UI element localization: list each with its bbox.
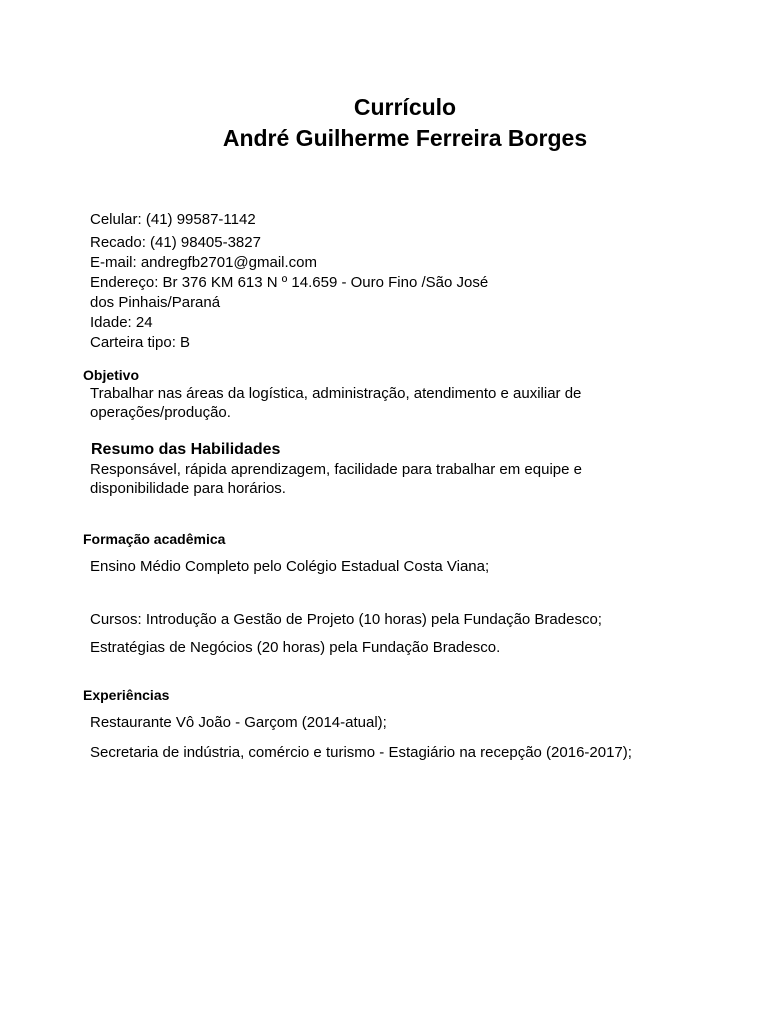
education-highschool: Ensino Médio Completo pelo Colégio Estadual Costa Viana;	[90, 558, 490, 575]
license-line: Carteira tipo: B	[90, 334, 191, 351]
course-item-1: Cursos: Introdução a Gestão de Projeto (10 horas) pela Fundação Bradesco;	[90, 611, 602, 628]
skills-heading: Resumo das Habilidades	[91, 441, 281, 458]
candidate-name: André Guilherme Ferreira Borges	[222, 125, 588, 151]
address-line-1: Endereço: Br 376 KM 613 N º 14.659 - Ouro Fino /São José	[90, 274, 489, 291]
objective-line-1: Trabalhar nas áreas da logística, administração, atendimento e auxiliar de	[90, 385, 582, 402]
address-line-2: dos Pinhais/Paraná	[90, 294, 221, 311]
message-phone-line: Recado: (41) 98405-3827	[90, 234, 261, 251]
experience-heading: Experiências	[83, 687, 170, 703]
experience-item-1: Restaurante Vô João - Garçom (2014-atual);	[90, 714, 387, 731]
phone-line: Celular: (41) 99587-1142	[90, 211, 256, 228]
email-line: E-mail: andregfb2701@gmail.com	[90, 254, 317, 271]
course-item-2: Estratégias de Negócios (20 horas) pela Fundação Bradesco.	[90, 639, 501, 656]
contact-info	[90, 210, 488, 353]
objective-line-2: operações/produção.	[90, 404, 231, 421]
resume-title: Currículo	[353, 94, 457, 120]
skills-line-2: disponibilidade para horários.	[90, 480, 286, 497]
objective-text	[90, 384, 610, 422]
objective-heading: Objetivo	[83, 367, 140, 383]
skills-text	[90, 460, 610, 498]
experience-item-2: Secretaria de indústria, comércio e turismo - Estagiário na recepção (2016-2017);	[90, 744, 632, 761]
age-line: Idade: 24	[90, 314, 153, 331]
resume-header	[0, 92, 768, 154]
skills-line-1: Responsável, rápida aprendizagem, facilidade para trabalhar em equipe e	[90, 461, 582, 478]
education-heading: Formação acadêmica	[83, 531, 226, 547]
